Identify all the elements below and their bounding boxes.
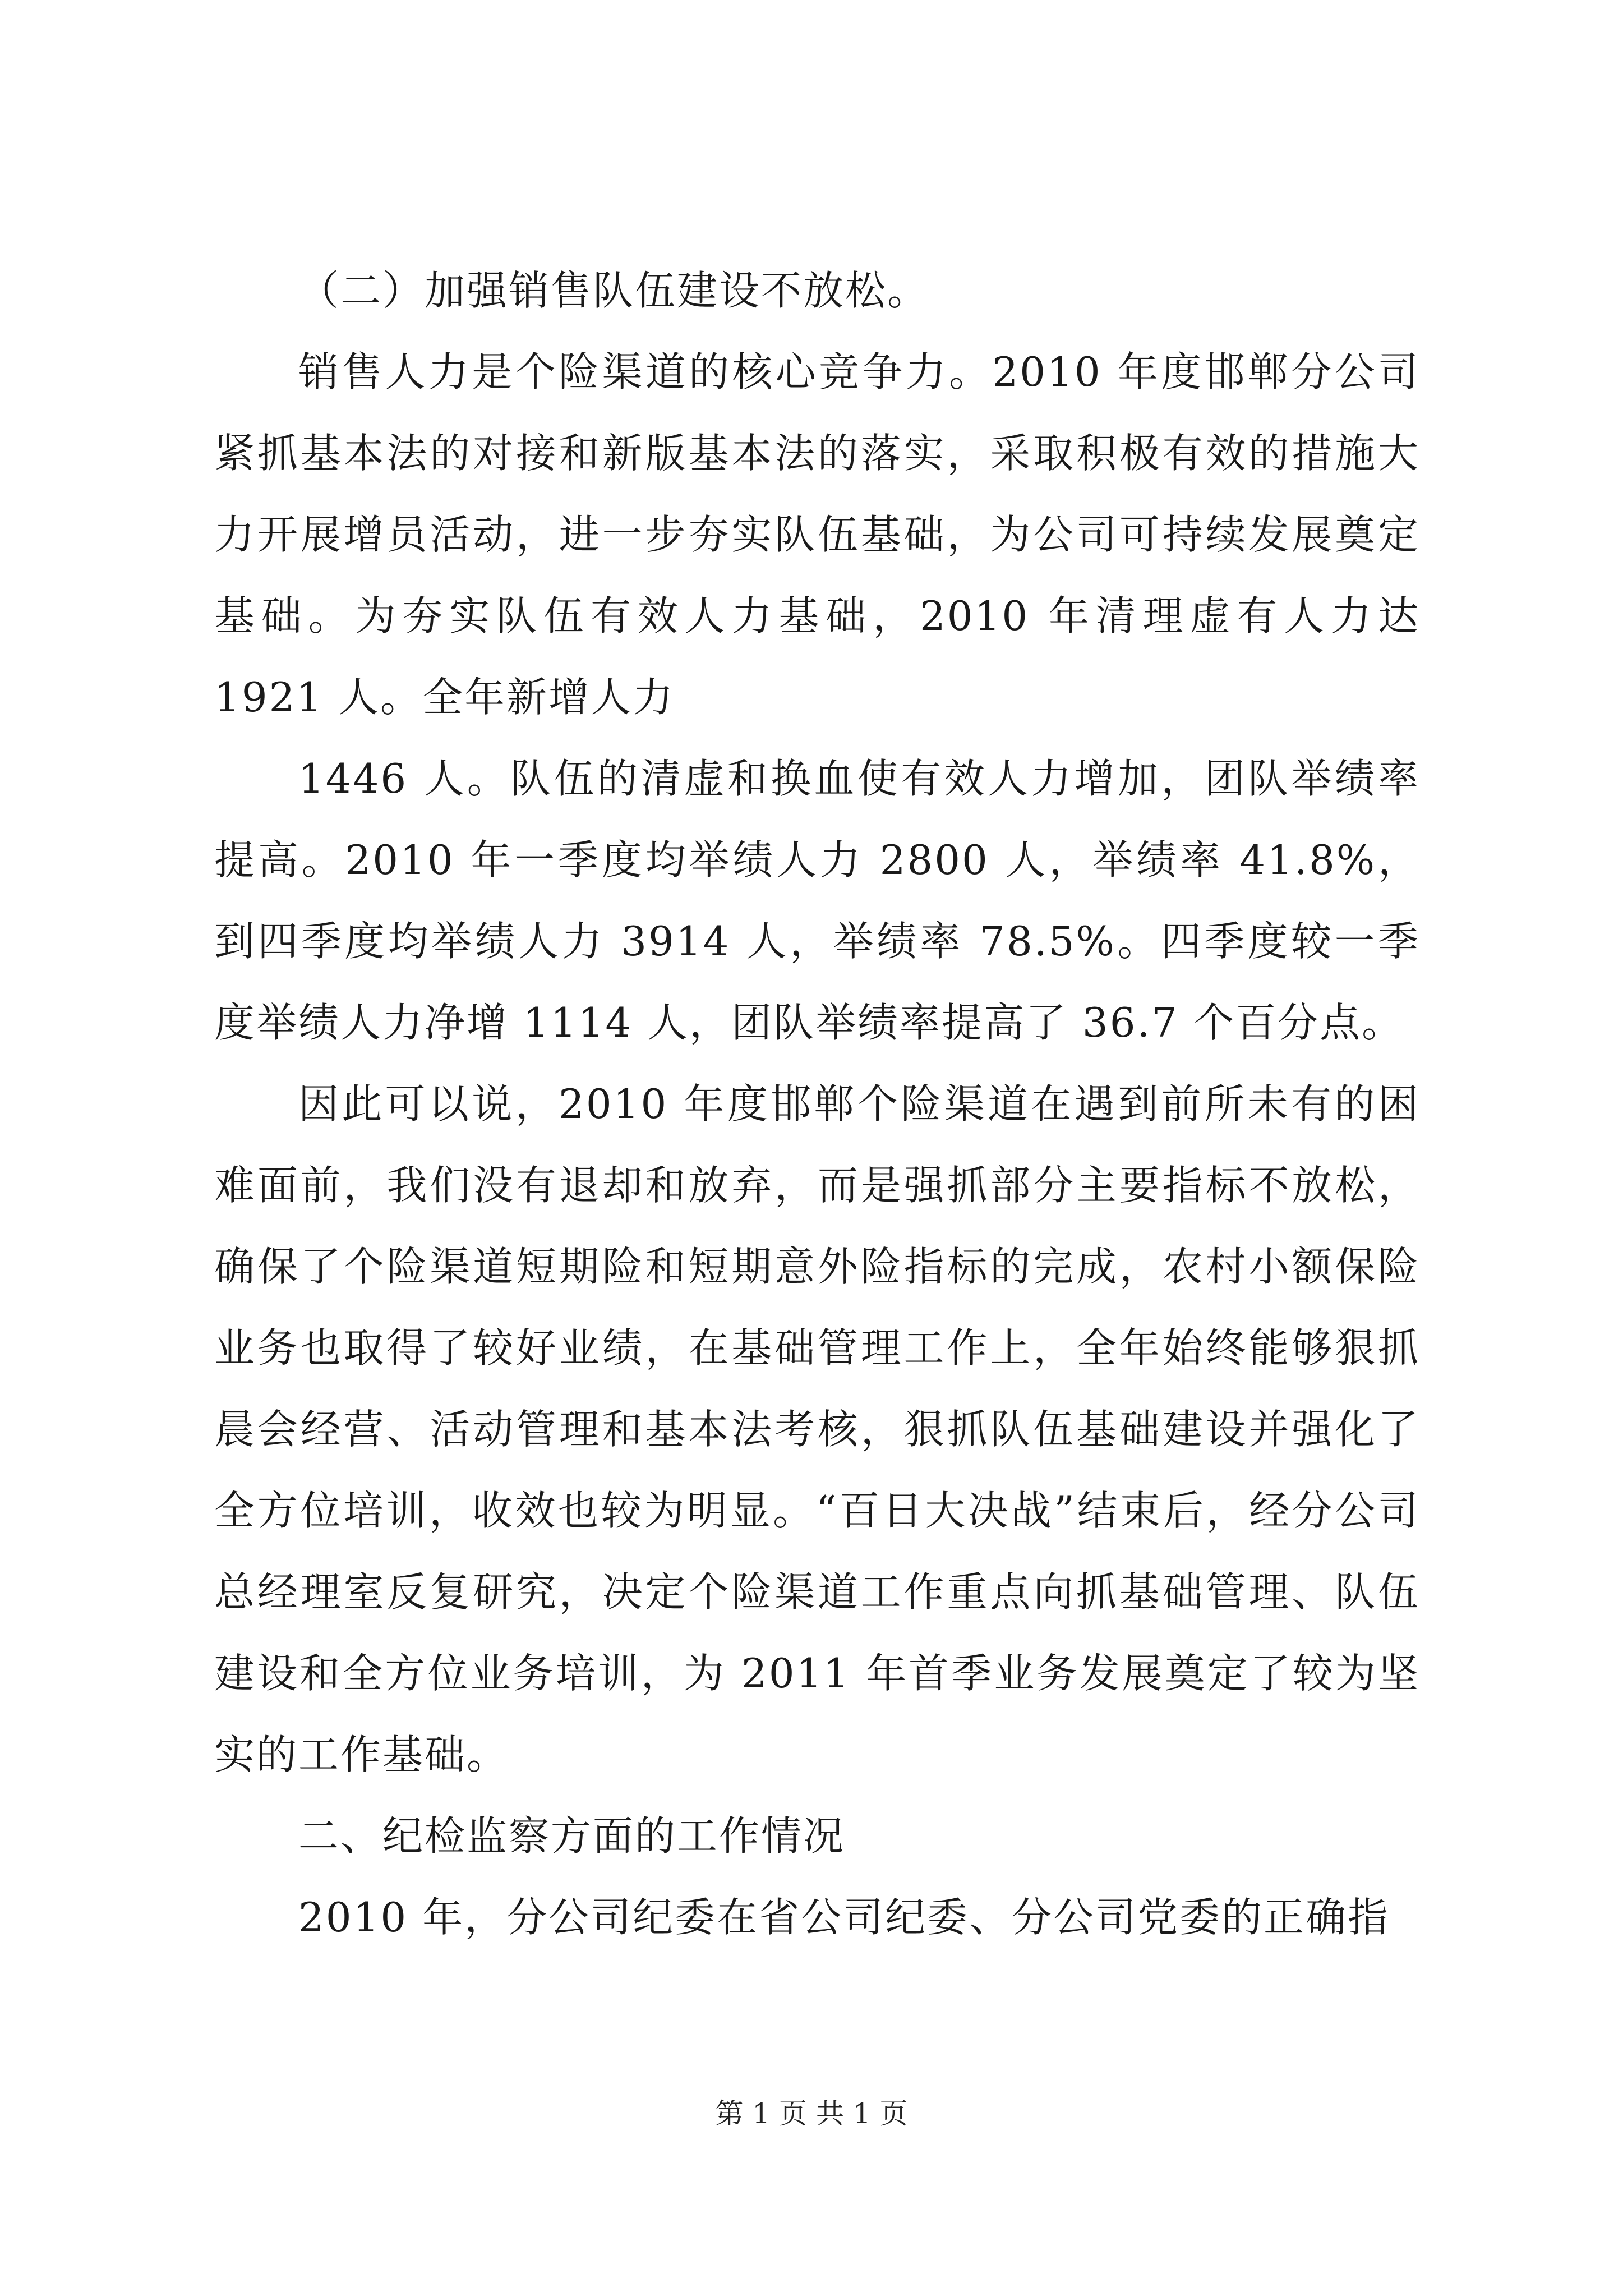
- document-body: [214, 250, 1420, 1958]
- section-heading-sales-team: （二）加强销售队伍建设不放松。: [298, 267, 930, 314]
- section-heading-discipline: 二、纪检监察方面的工作情况: [298, 1812, 846, 1860]
- paragraph-discipline-intro: 2010 年，分公司纪委在省公司纪委、分公司党委的正确指: [298, 1894, 1390, 1941]
- page-footer: 第 1 页 共 1 页: [715, 2097, 908, 2130]
- paragraph-sales-manpower: 销售人力是个险渠道的核心竞争力。2010 年度邯郸分公司紧抓基本法的对接和新版基本法的落实，采取积极有效的措施大力开展增员活动，进一步夯实队伍基础，为公司可持续发展奠定基础。为夯实队伍有效人力基础，2010 年清理虚有人力达 1921 人。全年新增人力: [214, 348, 1420, 721]
- paragraph-team-performance: 1446 人。队伍的清虚和换血使有效人力增加，团队举绩率提高。2010 年一季度均举绩人力 2800 人，举绩率 41.8%，到四季度均举绩人力 3914 人，举绩率 78.5%。四季度较一季度举绩人力净增 1114 人，团队举绩率提高了 36.7 个百分点。: [214, 755, 1420, 1046]
- paragraph-summary: 因此可以说，2010 年度邯郸个险渠道在遇到前所未有的困难面前，我们没有退却和放弃，而是强抓部分主要指标不放松，确保了个险渠道短期险和短期意外险指标的完成，农村小额保险业务也取得了较好业绩，在基础管理工作上，全年始终能够狠抓晨会经营、活动管理和基本法考核，狠抓队伍基础建设并强化了全方位培训，收效也较为明显。“百日大决战”结束后，经分公司总经理室反复研究，决定个险渠道工作重点向抓基础管理、队伍建设和全方位业务培训，为 2011 年首季业务发展奠定了较为坚实的工作基础。: [214, 1080, 1420, 1778]
